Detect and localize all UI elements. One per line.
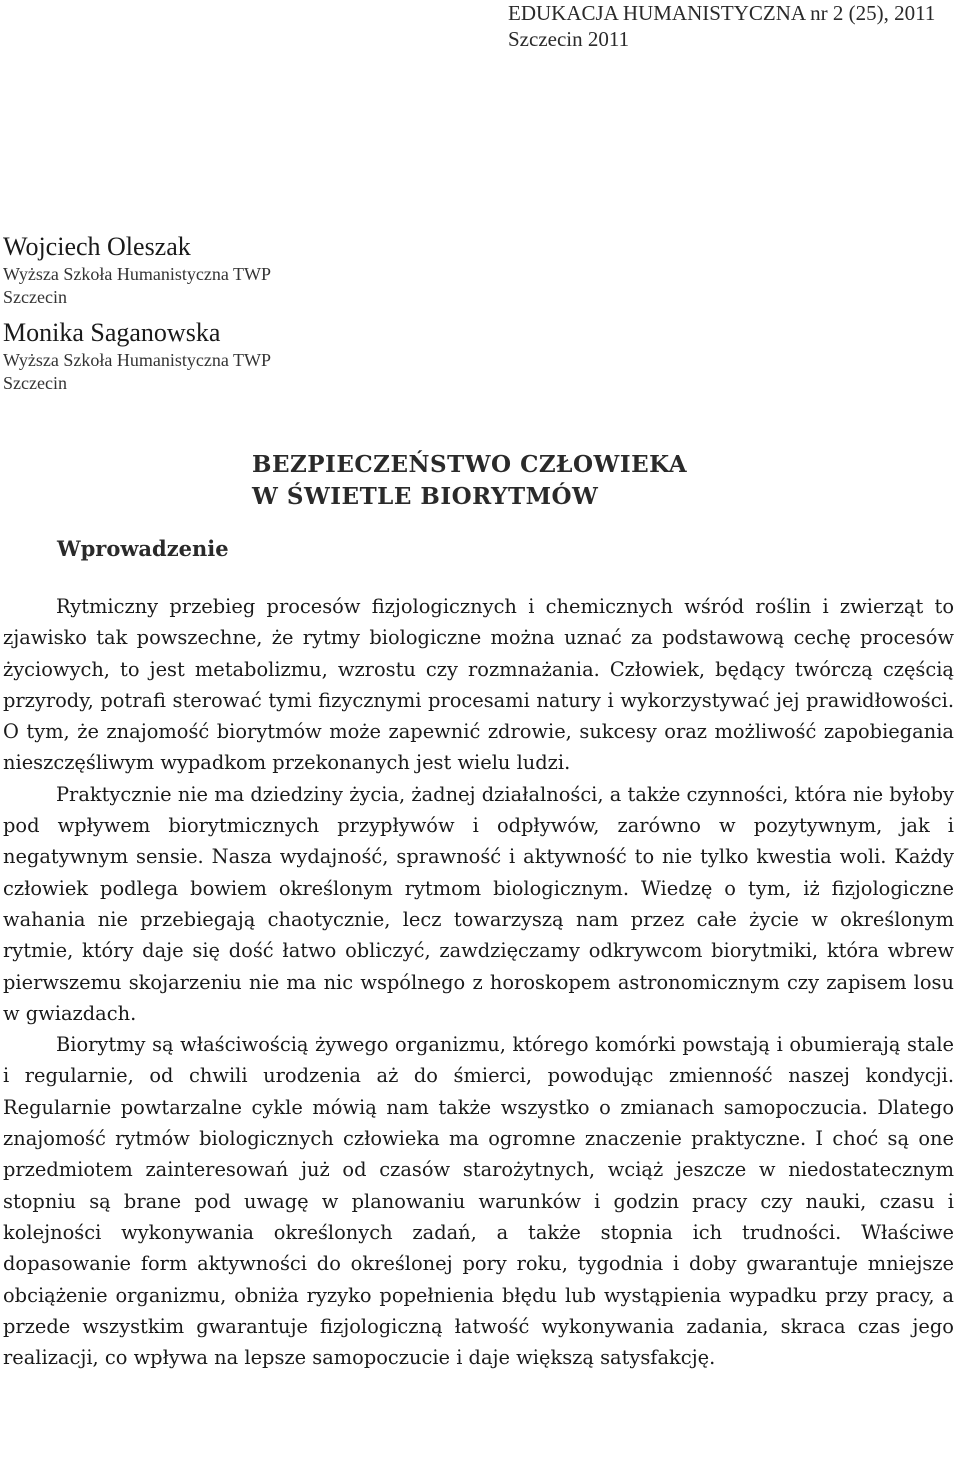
author-city: Szczecin bbox=[3, 373, 67, 393]
article-title bbox=[252, 449, 732, 513]
body-paragraph: Praktycznie nie ma dziedziny życia, żadnej działalności, a także czynności, która nie byłoby pod wpływem biorytmicznych przypływów i odpływów, zarówno w pozytywnym, jak i negatywnym sensie. Nasza wydajność, sprawność i aktywność to nie tylko kwestia woli. Każdy człowiek podlega bowiem określonym rytmom biologicznym. Wiedzę o tym, iż fizjologiczne wahania nie przebiegają chaotycznie, lecz towarzyszą nam przez całe życie w określonym rytmie, który daje się dość łatwo obliczyć, zawdzięczamy odkrywcom biorytmiki, która wbrew pierwszemu skojarzeniu nie ma nic wspólnego z horoskopem astronomicznym czy zapisem losu w gwiazdach. bbox=[3, 782, 954, 1025]
author-institution: Wyższa Szkoła Humanistyczna TWP bbox=[3, 264, 272, 284]
author-block bbox=[3, 317, 503, 395]
article-body bbox=[3, 591, 954, 1373]
author-institution: Wyższa Szkoła Humanistyczna TWP bbox=[3, 350, 272, 370]
journal-place-year: Szczecin 2011 bbox=[508, 27, 630, 51]
body-paragraph: Rytmiczny przebieg procesów fizjologicznych i chemicznych wśród roślin i zwierząt to zjawisko tak powszechne, że rytmy biologiczne można uznać za podstawową cechę procesów życiowych, to jest metabolizmu, wzrostu czy rozmnażania. Człowiek, będący twórczą częścią przyrody, potrafi sterować tymi fizycznymi procesami natury i wykorzystywać jej prawidłowości. O tym, że znajomość biorytmów może zapewnić zdrowie, sukcesy oraz możliwość zapobiegania nieszczęśliwym wypadkom przekonanych jest wielu ludzi. bbox=[3, 595, 954, 775]
body-paragraph: Biorytmy są właściwością żywego organizmu, którego komórki powstają i obumierają stale i regularnie, od chwili urodzenia aż do śmierci, powodując zmienność naszej kondycji. Regularnie powtarzalne cykle mówią nam także wszystko o zmianach samopoczucia. Dlatego znajomość rytmów biologicznych człowieka ma ogromne znaczenie praktyczne. I choć są one przedmiotem zainteresowań już od czasów starożytnych, wciąż jeszcze w niedostatecznym stopniu są brane pod uwagę w planowaniu warunków i godzin pracy czy nauki, czasu i kolejności wykonywania określonych zadań, a także stopnia ich trudności. Właściwe dopasowanie form aktywności do określonej pory roku, tygodnia i doby gwarantuje mniejsze obciążenie organizmu, obniża ryzyko popełnienia błędu lub wystąpienia wypadku przy pracy, a przede wszystkim gwarantuje fizjologiczną łatwość wykonywania zadania, skraca czas jego realizacji, co wpływa na lepsze samopoczucie i daje większą satysfakcję. bbox=[3, 1033, 954, 1370]
author-name: Wojciech Oleszak bbox=[3, 232, 191, 261]
journal-name: EDUKACJA HUMANISTYCZNA nr 2 (25), 2011 bbox=[508, 1, 936, 25]
article-title-line: BEZPIECZEŃSTWO CZŁOWIEKA bbox=[252, 451, 688, 478]
journal-header bbox=[508, 0, 948, 52]
section-heading: Wprowadzenie bbox=[57, 536, 229, 561]
article-title-line: W ŚWIETLE BIORYTMÓW bbox=[252, 483, 599, 510]
author-city: Szczecin bbox=[3, 287, 67, 307]
author-block bbox=[3, 231, 503, 309]
author-list bbox=[3, 231, 503, 395]
author-name: Monika Saganowska bbox=[3, 318, 221, 347]
